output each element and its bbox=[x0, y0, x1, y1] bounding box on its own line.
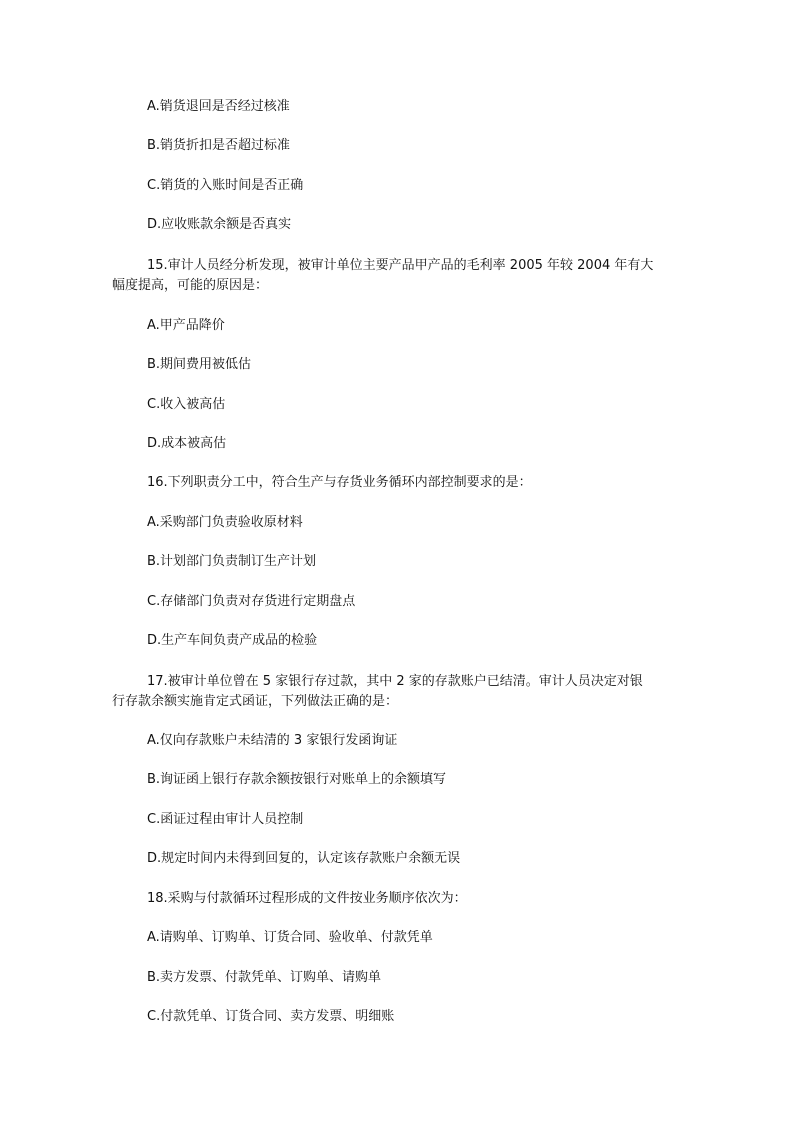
question-17-line2: 行存款余额实施肯定式函证，下列做法正确的是： bbox=[112, 694, 399, 709]
question-18: 18.采购与付款循环过程形成的文件按业务顺序依次为： bbox=[147, 891, 467, 906]
question-15 bbox=[112, 256, 687, 296]
q16-option-d: D.生产车间负责产成品的检验 bbox=[147, 633, 318, 648]
option-a: A.销货退回是否经过核准 bbox=[147, 99, 290, 114]
question-15-line1: 15.审计人员经分析发现，被审计单位主要产品甲产品的毛利率 2005 年较 2004 年有大 bbox=[147, 258, 654, 273]
question-17 bbox=[112, 672, 687, 712]
q17-option-a: A.仅向存款账户未结清的 3 家银行发函询证 bbox=[147, 733, 398, 748]
q16-option-c: C.存储部门负责对存货进行定期盘点 bbox=[147, 594, 356, 609]
q17-option-d: D.规定时间内未得到回复的，认定该存款账户余额无误 bbox=[147, 851, 461, 866]
question-17-line1: 17.被审计单位曾在 5 家银行存过款，其中 2 家的存款账户已结清。审计人员决定对银 bbox=[147, 674, 643, 689]
q16-option-a: A.采购部门负责验收原材料 bbox=[147, 515, 303, 530]
q18-option-b: B.卖方发票、付款凭单、订购单、请购单 bbox=[147, 970, 382, 985]
q15-option-d: D.成本被高估 bbox=[147, 436, 227, 451]
q15-option-b: B.期间费用被低估 bbox=[147, 357, 252, 372]
q17-option-c: C.函证过程由审计人员控制 bbox=[147, 812, 304, 827]
option-d: D.应收账款余额是否真实 bbox=[147, 217, 292, 232]
q15-option-c: C.收入被高估 bbox=[147, 397, 226, 412]
question-15-line2: 幅度提高，可能的原因是： bbox=[112, 278, 269, 293]
q17-option-b: B.询证函上银行存款余额按银行对账单上的余额填写 bbox=[147, 772, 447, 787]
q18-option-a: A.请购单、订购单、订货合同、验收单、付款凭单 bbox=[147, 930, 433, 945]
q16-option-b: B.计划部门负责制订生产计划 bbox=[147, 554, 317, 569]
q15-option-a: A.甲产品降价 bbox=[147, 318, 225, 333]
q18-option-c: C.付款凭单、订货合同、卖方发票、明细账 bbox=[147, 1009, 395, 1024]
question-16: 16.下列职责分工中，符合生产与存货业务循环内部控制要求的是： bbox=[147, 475, 532, 490]
option-c: C.销货的入账时间是否正确 bbox=[147, 178, 304, 193]
option-b: B.销货折扣是否超过标准 bbox=[147, 138, 291, 153]
